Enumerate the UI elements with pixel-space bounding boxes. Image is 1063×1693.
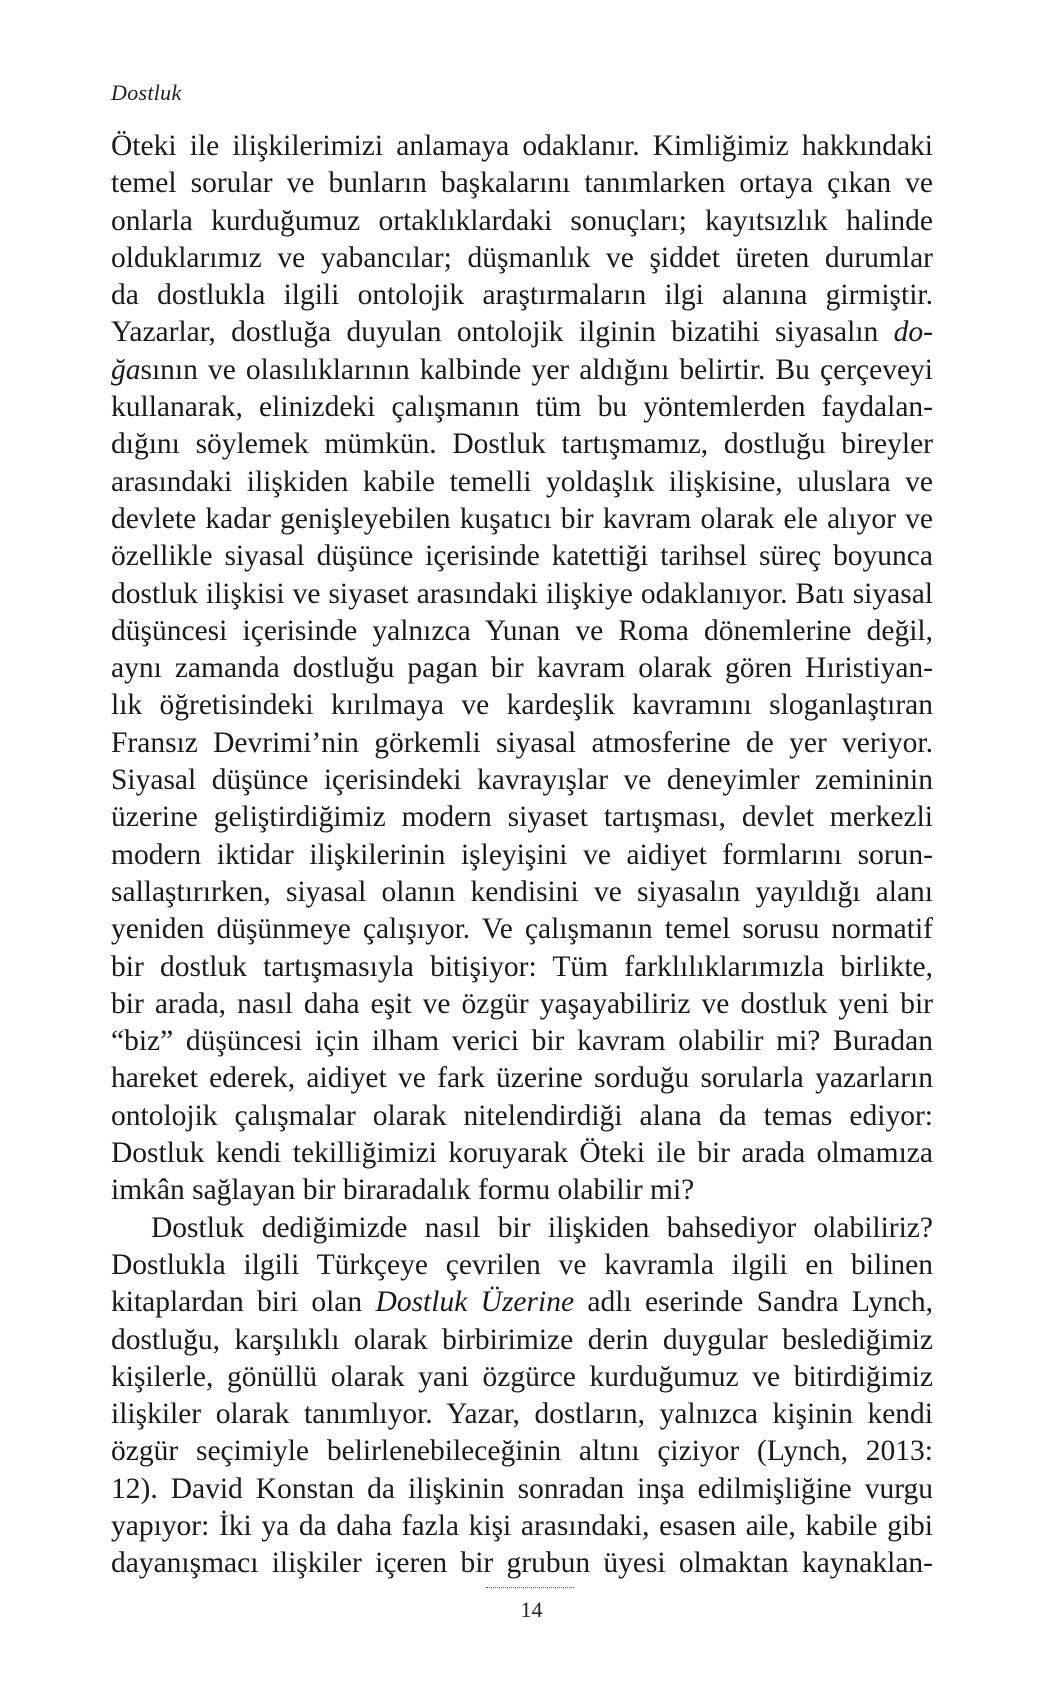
text-fragment: düşüncesi içerisinde yalnızca Yunan ve Roma dönemlerine değil, <box>111 614 933 647</box>
text-fragment: dostluk ilişkisi ve siyaset arasındaki ilişkiye odaklanıyor. Batı siyasal <box>111 577 933 610</box>
text-line <box>111 837 933 874</box>
text-line <box>111 1172 933 1209</box>
text-line <box>111 1135 933 1172</box>
text-fragment: dostluğu, karşılıklı olarak birbirimize derin duygular beslediğimiz <box>111 1323 933 1356</box>
page-number: 14 <box>520 1597 543 1622</box>
text-line <box>111 725 933 762</box>
text-line <box>111 203 933 240</box>
text-line <box>111 501 933 538</box>
text-fragment: özellikle siyasal düşünce içerisinde katettiği tarihsel süreç boyunca <box>111 540 933 573</box>
text-line <box>111 1545 933 1582</box>
body-text <box>111 128 933 1583</box>
text-line <box>111 1508 933 1545</box>
text-line <box>111 1359 933 1396</box>
text-line <box>111 538 933 575</box>
text-fragment: da dostlukla ilgili ontolojik araştırmaların ilgi alanına girmiştir. <box>111 279 933 312</box>
text-line <box>111 277 933 314</box>
text-fragment: imkân sağlayan bir biraradalık formu olabilir mi? <box>111 1174 695 1207</box>
text-fragment: yeniden düşünmeye çalışıyor. Ve çalışmanın temel sorusu normatif <box>111 913 933 946</box>
text-fragment: “biz” düşüncesi için ilham verici bir kavram olabilir mi? Buradan <box>111 1025 933 1058</box>
text-fragment: aynı zamanda dostluğu pagan bir kavram olarak gören Hıristiyan- <box>111 652 933 685</box>
text-fragment: devlete kadar genişleyebilen kuşatıcı bir kavram olarak ele alıyor ve <box>111 502 933 535</box>
text-line <box>111 687 933 724</box>
text-fragment: Öteki ile ilişkilerimizi anlamaya odaklanır. Kimliğimiz hakkındaki <box>111 130 933 162</box>
text-fragment: üzerine geliştirdiğimiz modern siyaset tartışması, devlet merkezli <box>111 801 933 834</box>
text-line <box>111 1247 933 1284</box>
italic-fragment: ğa <box>111 353 141 386</box>
text-fragment: sallaştırırken, siyasal olanın kendisini ve siyasalın yayıldığı alanı <box>111 875 933 908</box>
text-line <box>111 1284 933 1321</box>
text-fragment: kitaplardan biri olan <box>111 1286 376 1319</box>
text-fragment: Fransız Devrimi’nin görkemli siyasal atmosferine de yer veriyor. <box>111 726 933 759</box>
text-line <box>111 949 933 986</box>
text-line <box>111 1210 933 1247</box>
text-line <box>111 426 933 463</box>
text-fragment: ontolojik çalışmalar olarak nitelendirdiği alana da temas ediyor: <box>111 1099 933 1132</box>
text-line <box>111 1023 933 1060</box>
text-fragment: arasındaki ilişkiden kabile temelli yoldaşlık ilişkisine, uluslara ve <box>111 465 933 498</box>
running-head: Dostluk <box>111 80 182 105</box>
text-line <box>111 352 933 389</box>
text-fragment: 12). David Konstan da ilişkinin sonradan inşa edilmişliğine vurgu <box>111 1472 933 1505</box>
text-fragment: özgür seçimiyle belirlenebileceğinin altını çiziyor (Lynch, 2013: <box>111 1435 933 1468</box>
text-line <box>111 650 933 687</box>
text-fragment: sının ve olasılıklarının kalbinde yer aldığını belirtir. Bu çerçeveyi <box>140 353 933 386</box>
text-fragment: dığını söylemek mümkün. Dostluk tartışmamız, dostluğu bireyler <box>111 428 933 461</box>
text-line <box>111 1322 933 1359</box>
text-line <box>111 911 933 948</box>
text-fragment: ilişkiler olarak tanımlıyor. Yazar, dostların, yalnızca kişinin kendi <box>111 1398 933 1431</box>
text-fragment: dayanışmacı ilişkiler içeren bir grubun üyesi olmaktan kaynaklan- <box>111 1547 933 1580</box>
text-fragment: adlı eserinde Sandra Lynch, <box>574 1286 934 1319</box>
text-fragment: Dostlukla ilgili Türkçeye çevrilen ve kavramla ilgili en bilinen <box>111 1248 933 1281</box>
text-fragment: yapıyor: İki ya da daha fazla kişi arasındaki, esasen aile, kabile gibi <box>111 1509 933 1542</box>
text-fragment: Yazarlar, dostluğa duyulan ontolojik ilginin bizatihi siyasalın <box>111 316 894 349</box>
text-fragment: hareket ederek, aidiyet ve fark üzerine sorduğu sorularla yazarların <box>111 1062 933 1095</box>
text-fragment: onlarla kurduğumuz ortaklıklardaki sonuçları; kayıtsızlık halinde <box>111 204 933 237</box>
text-line <box>111 1098 933 1135</box>
text-line <box>111 1060 933 1097</box>
text-fragment: kullanarak, elinizdeki çalışmanın tüm bu yöntemlerden faydalan- <box>111 391 933 424</box>
text-line <box>111 1471 933 1508</box>
text-line <box>111 576 933 613</box>
text-line <box>111 165 933 202</box>
text-line <box>111 1396 933 1433</box>
text-line <box>111 389 933 426</box>
text-fragment: Siyasal düşünce içerisindeki kavrayışlar ve deneyimler zemininin <box>111 764 933 797</box>
text-fragment: modern iktidar ilişkilerinin işleyişini ve aidiyet formlarını sorun- <box>111 838 933 871</box>
italic-fragment: do- <box>893 316 933 349</box>
text-fragment: bir arada, nasıl daha eşit ve özgür yaşayabiliriz ve dostluk yeni bir <box>111 987 933 1020</box>
text-fragment: bir dostluk tartışmasıyla bitişiyor: Tüm farklılıklarımızla birlikte, <box>111 950 933 983</box>
book-title: Dostluk Üzerine <box>375 1286 575 1319</box>
text-line <box>111 240 933 277</box>
text-line <box>111 986 933 1023</box>
text-line <box>111 314 933 351</box>
text-line <box>111 762 933 799</box>
text-fragment: Dostluk kendi tekilliğimizi koruyarak Öteki ile bir arada olmamıza <box>111 1137 933 1170</box>
text-fragment: olduklarımız ve yabancılar; düşmanlık ve şiddet üreten durumlar <box>111 241 933 274</box>
text-line <box>111 128 933 165</box>
text-line <box>111 1433 933 1470</box>
text-line <box>111 874 933 911</box>
text-fragment: lık öğretisindeki kırılmaya ve kardeşlik kavramını sloganlaştıran <box>111 689 933 722</box>
text-fragment: kişilerle, gönüllü olarak yani özgürce kurduğumuz ve bitirdiğimiz <box>111 1360 933 1393</box>
text-fragment: temel sorular ve bunların başkalarını tanımlarken ortaya çıkan ve <box>111 167 933 200</box>
text-line <box>111 799 933 836</box>
text-fragment: Dostluk dediğimizde nasıl bir ilişkiden bahsediyor olabiliriz? <box>151 1211 933 1244</box>
text-line <box>111 464 933 501</box>
text-line <box>111 613 933 650</box>
footer-dotted-rule <box>486 1587 574 1588</box>
